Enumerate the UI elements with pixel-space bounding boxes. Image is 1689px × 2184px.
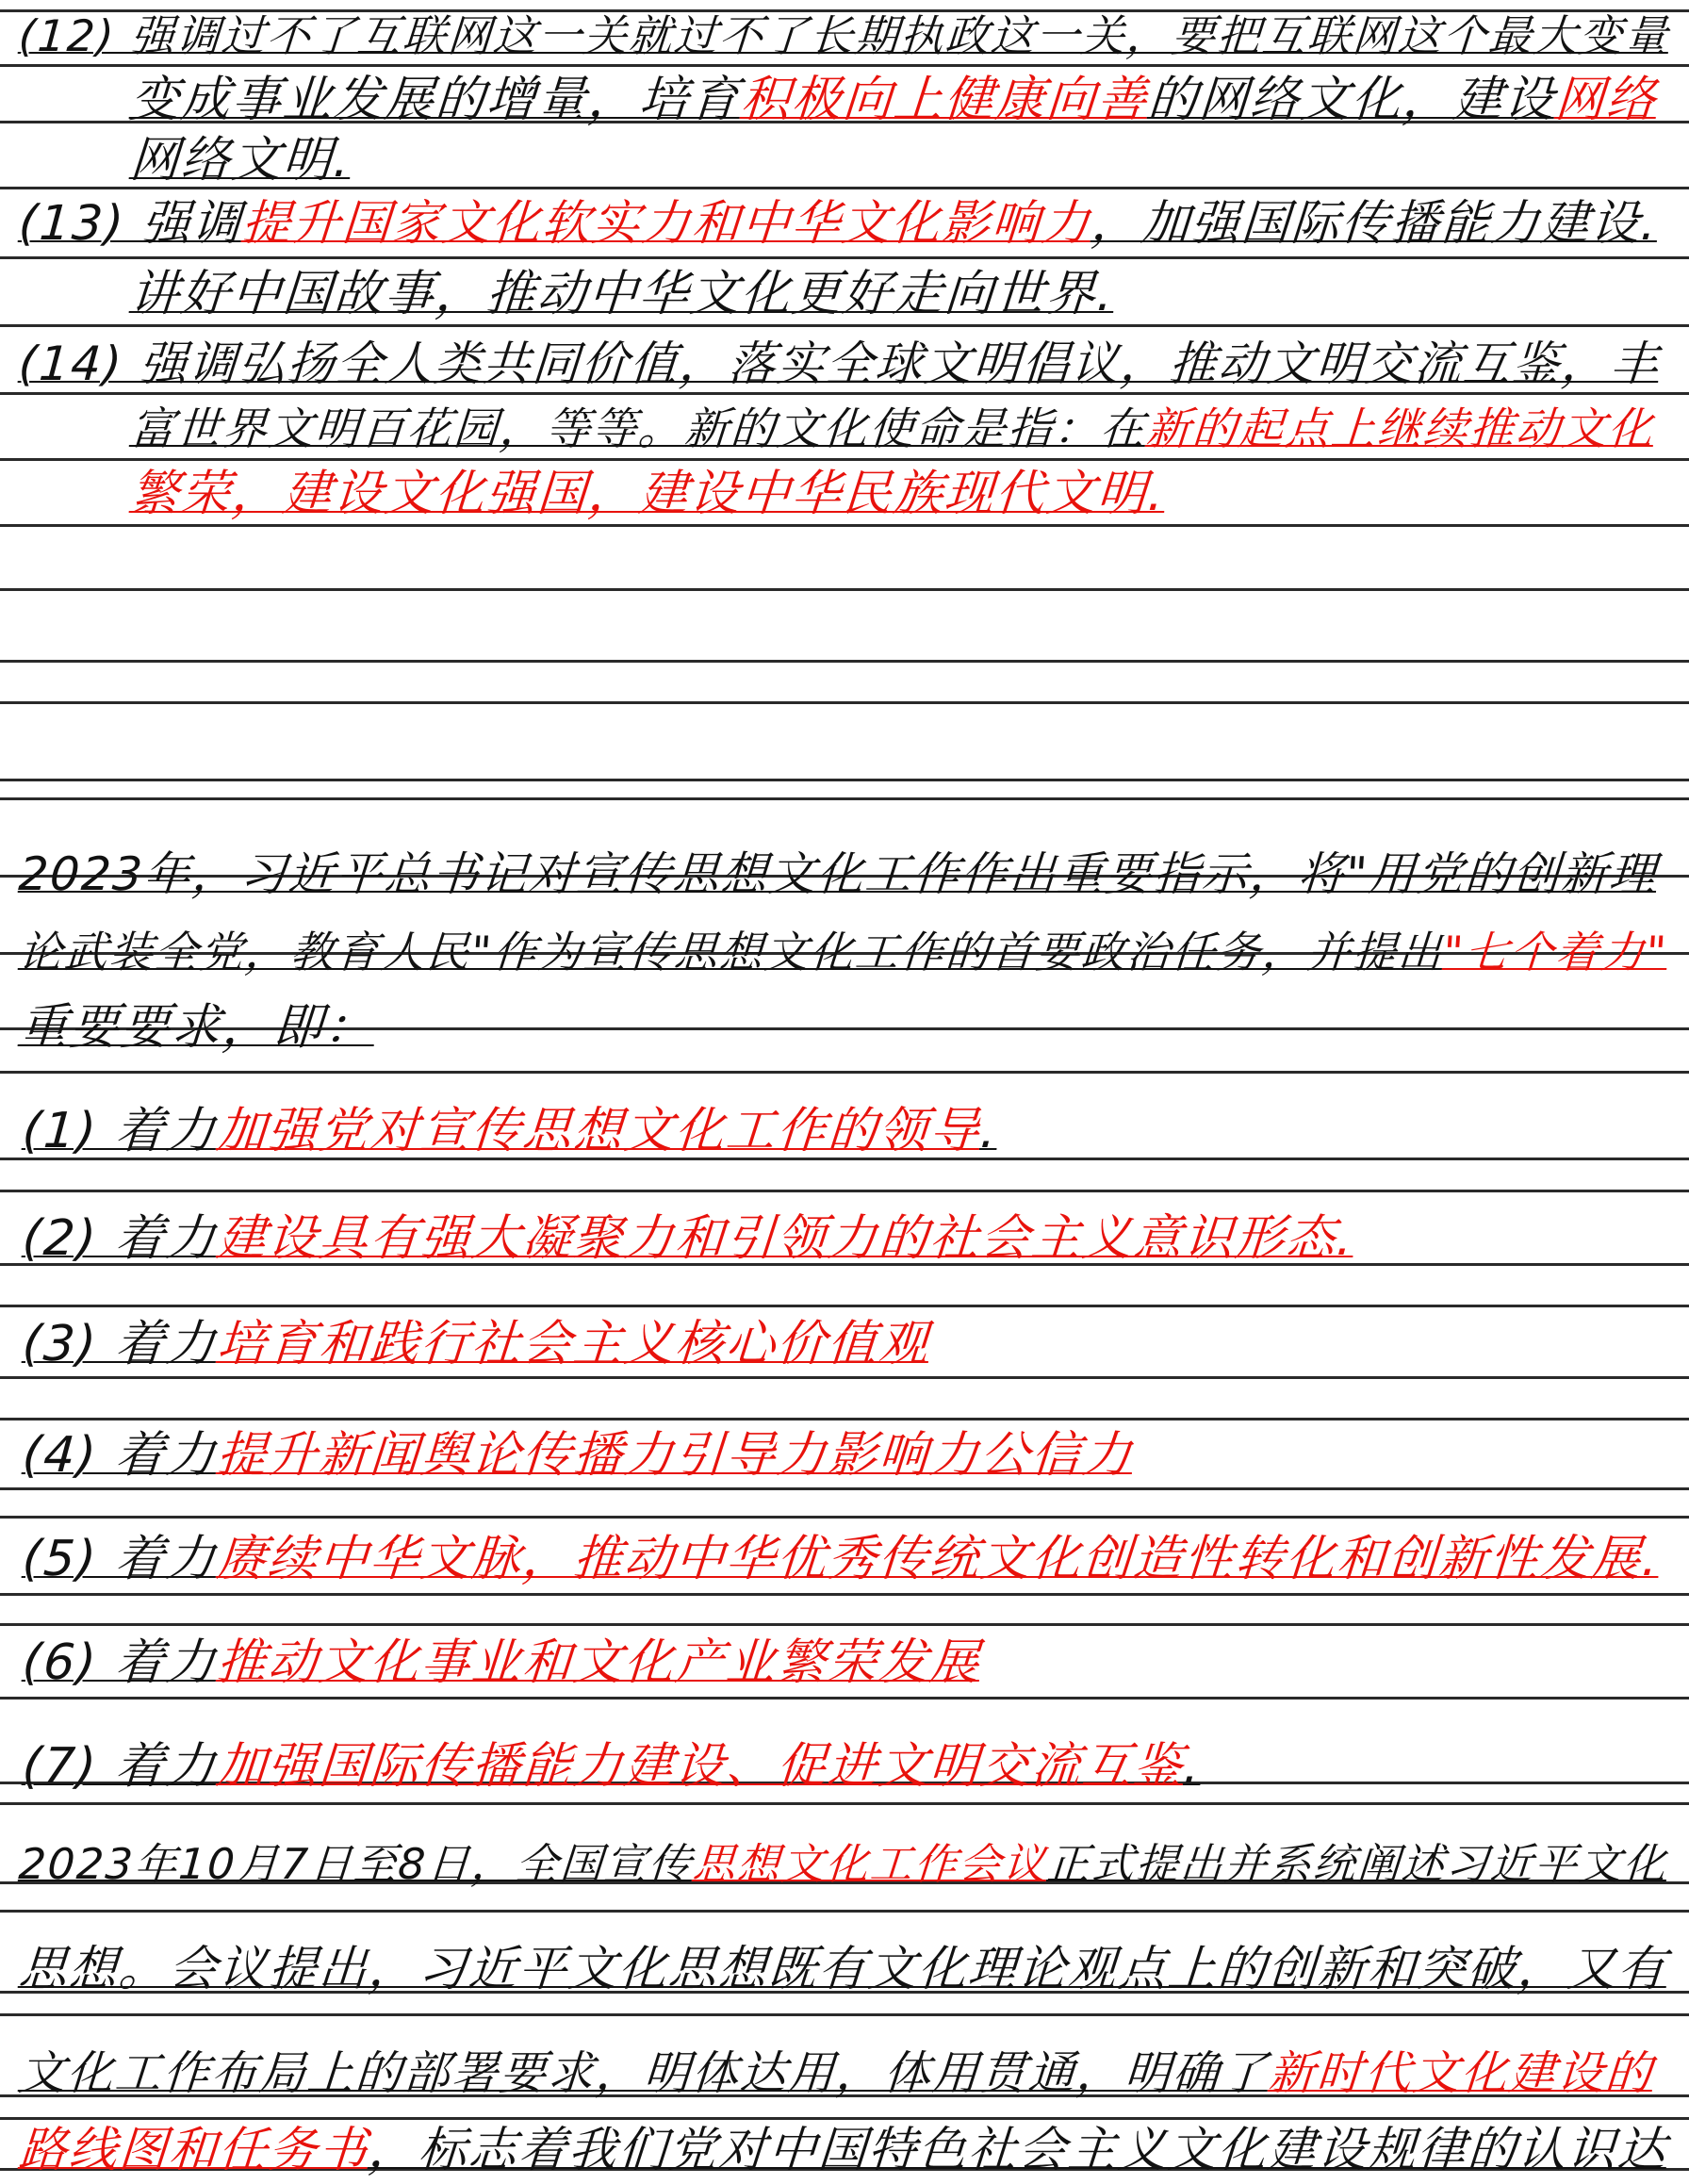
body-text: ，标志着我们党对中国特色社会主义文化建设规律的认识达	[366, 2123, 1670, 2178]
highlighted-text: 推动文化事业和文化产业繁荣发展	[215, 1634, 983, 1691]
highlighted-text: 网络	[1552, 72, 1660, 128]
text-line	[21, 1427, 1135, 1484]
text-line	[128, 132, 353, 189]
ruled-line	[0, 1516, 1689, 1519]
ruled-line	[0, 1623, 1689, 1626]
text-line	[128, 266, 1117, 322]
text-line	[17, 1836, 1669, 1893]
body-text: (1) 着力	[20, 1103, 220, 1159]
text-line	[128, 72, 1659, 128]
body-text: (13) 强调	[16, 196, 245, 252]
body-text: (14) 强调弘扬全人类共同价值，落实全球文明倡议，推动文明交流互鉴，丰	[16, 337, 1662, 391]
body-text: (6) 着力	[20, 1634, 220, 1691]
text-line	[17, 924, 1670, 980]
ruled-line	[0, 660, 1689, 663]
text-line	[17, 999, 377, 1056]
highlighted-text: 提升国家文化软实力和中华文化影响力	[239, 196, 1094, 252]
ruled-line	[0, 1487, 1689, 1490]
highlighted-text: 提升新闻舆论传播力引导力影响力公信力	[215, 1427, 1136, 1484]
body-text: 的网络文化，建设	[1145, 72, 1558, 128]
ruled-line	[0, 524, 1689, 527]
highlighted-text: "七个着力"	[1441, 927, 1670, 977]
highlighted-text: 加强国际传播能力建设、促进文明交流互鉴	[215, 1738, 1187, 1795]
ruled-line	[0, 2117, 1689, 2120]
body-text: 重要要求，即：	[16, 999, 378, 1056]
ruled-line	[0, 1910, 1689, 1913]
text-line	[17, 336, 1662, 392]
highlighted-text: 积极向上健康向善	[738, 72, 1151, 128]
ruled-line	[0, 1305, 1689, 1307]
body-text: 文化工作布局上的部署要求，明体达用，体用贯通，明确了	[17, 2046, 1271, 2100]
text-line	[17, 2123, 1669, 2179]
text-line	[17, 1942, 1669, 1998]
body-text: .	[1182, 1738, 1204, 1795]
body-text: 网络文明.	[127, 132, 353, 189]
body-text: 论武装全党，教育人民"作为宣传思想文化工作的首要政治任务，并提出	[17, 927, 1446, 977]
body-text: 富世界文明百花园，等等。新的文化使命是指：在	[128, 403, 1148, 455]
body-text: 思想。会议提出，习近平文化思想既有文化理论观点上的创新和突破，又有	[16, 1942, 1670, 1997]
highlighted-text: 思想文化工作会议	[691, 1839, 1049, 1889]
body-text: (12) 强调过不了互联网这一关就过不了长期执政这一关，要把互联网这个最大变量	[17, 10, 1671, 61]
highlighted-text: 繁荣，建设文化强国，建设中华民族现代文明.	[127, 466, 1168, 522]
body-text: (2) 着力	[20, 1210, 220, 1267]
body-text: (4) 着力	[20, 1427, 220, 1484]
highlighted-text: 建设具有强大凝聚力和引领力的社会主义意识形态.	[215, 1210, 1356, 1267]
text-line	[17, 846, 1659, 903]
highlighted-text: 加强党对宣传思想文化工作的领导	[215, 1103, 983, 1159]
body-text: 变成事业发展的增量，培育	[127, 72, 744, 128]
body-text: 2023年10月7日至8日，全国宣传	[17, 1839, 695, 1889]
ruled-line	[0, 64, 1689, 67]
highlighted-text: 新时代文化建设的	[1267, 2046, 1656, 2100]
text-line	[128, 402, 1656, 458]
text-line	[17, 2045, 1655, 2102]
ruled-line	[0, 1418, 1689, 1420]
text-line	[21, 1316, 931, 1372]
highlighted-text: 培育和践行社会主义核心价值观	[215, 1316, 932, 1372]
body-text: (3) 着力	[20, 1316, 220, 1372]
body-text: 正式提出并系统阐述习近平文化	[1045, 1839, 1669, 1889]
ruled-line	[0, 256, 1689, 259]
ruled-line	[0, 1593, 1689, 1596]
highlighted-text: 路线图和任务书	[16, 2123, 371, 2178]
highlighted-text: 赓续中华文脉，推动中华优秀传统文化创造性转化和创新性发展.	[215, 1531, 1662, 1587]
body-text: 讲好中国故事，推动中华文化更好走向世界.	[127, 266, 1117, 322]
ruled-line	[0, 1697, 1689, 1700]
ruled-line	[0, 1802, 1689, 1805]
ruled-line	[0, 1190, 1689, 1192]
text-line	[21, 1738, 1204, 1795]
ruled-line	[0, 797, 1689, 800]
ruled-line	[0, 588, 1689, 591]
text-line	[21, 1210, 1356, 1267]
ruled-line	[0, 701, 1689, 704]
ruled-line	[0, 2013, 1689, 2016]
text-line	[21, 1103, 1000, 1159]
ruled-line	[0, 1071, 1689, 1074]
ruled-line	[0, 1376, 1689, 1379]
ruled-line	[0, 458, 1689, 461]
text-line	[17, 8, 1671, 64]
text-line	[21, 1634, 982, 1691]
body-text: (5) 着力	[20, 1531, 220, 1587]
text-line	[17, 196, 1660, 253]
body-text: ，加强国际传播能力建设.	[1089, 196, 1661, 252]
ruled-line	[0, 324, 1689, 327]
highlighted-text: 新的起点上继续推动文化	[1144, 403, 1656, 455]
text-line	[21, 1531, 1662, 1587]
body-text: .	[978, 1103, 1000, 1159]
text-line	[128, 466, 1168, 522]
ruled-line	[0, 392, 1689, 395]
body-text: (7) 着力	[20, 1738, 220, 1795]
body-text: 2023年，习近平总书记对宣传思想文化工作作出重要指示，将"用党的创新理	[17, 847, 1660, 901]
ruled-line	[0, 779, 1689, 781]
